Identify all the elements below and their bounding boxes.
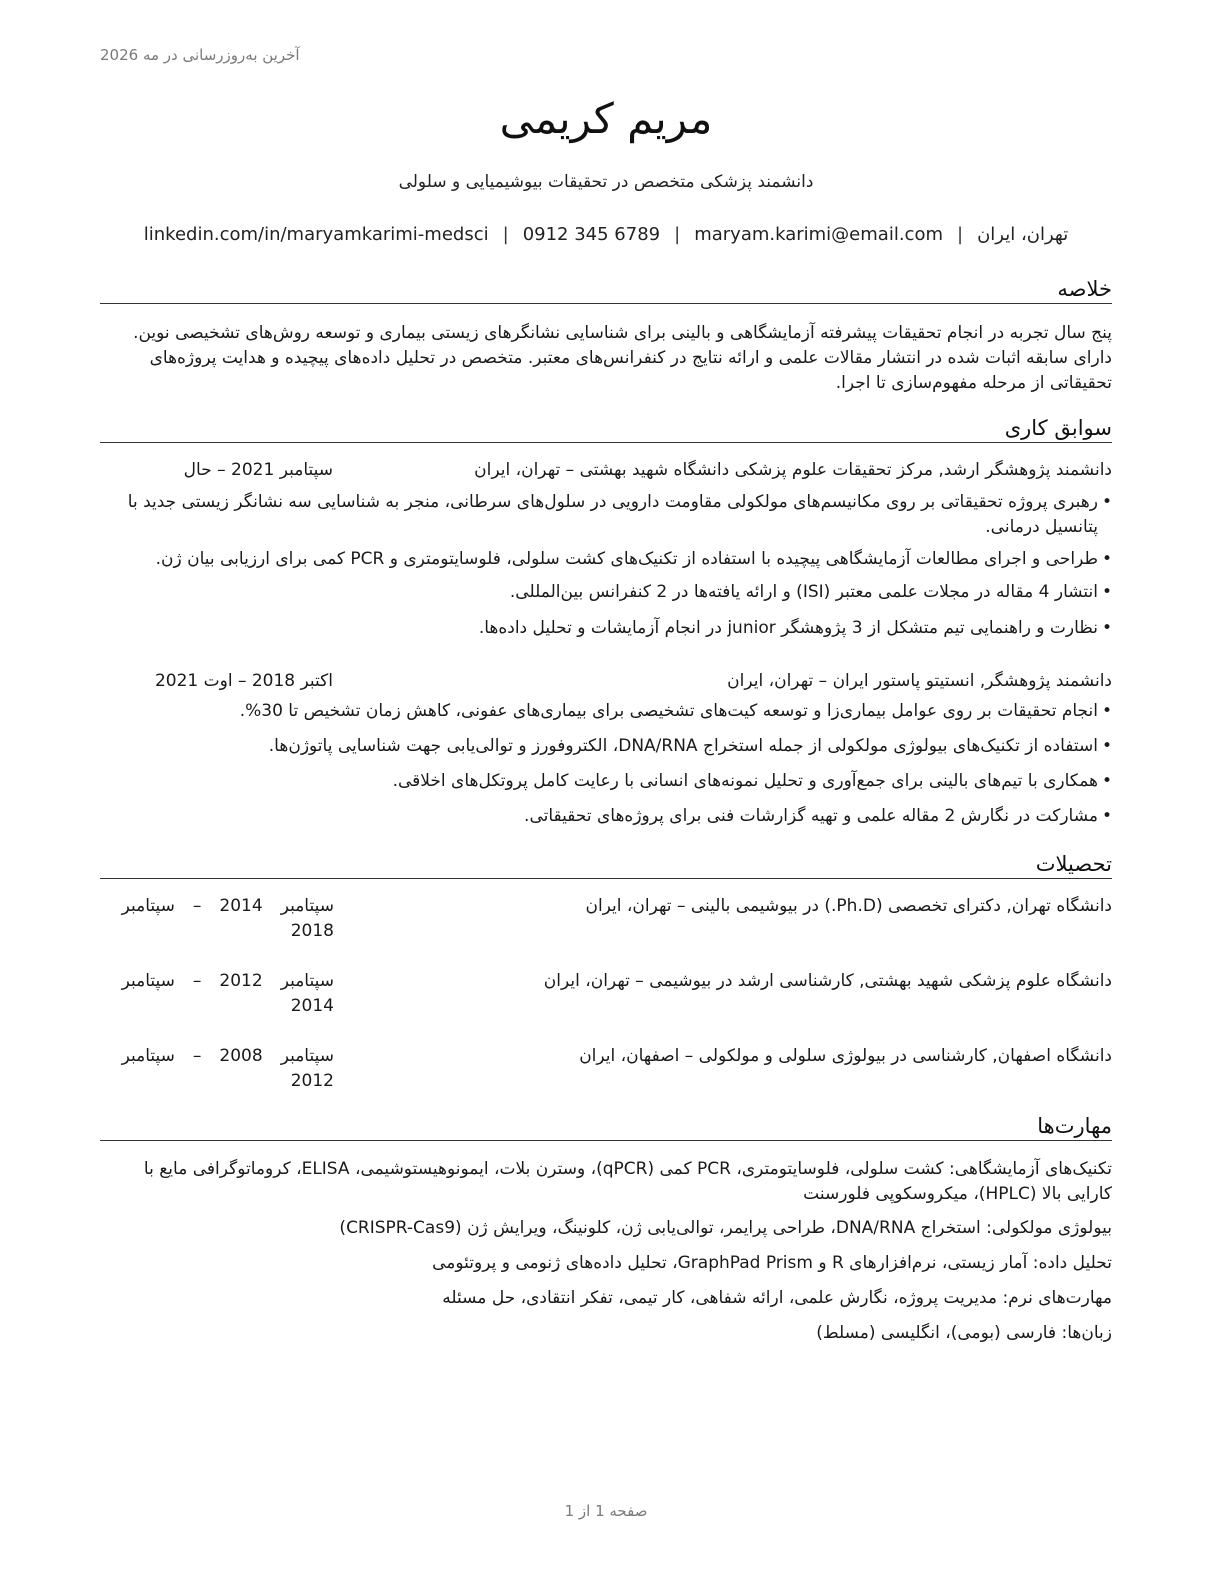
skill-line: تکنیک‌های آزمایشگاهی: کشت سلولی، فلوسایتومتری، PCR کمی (qPCR)، وسترن بلات، ایمونوهیستوشیمی، ELISA، کروماتوگرافی مایع با کارایی بالا (HPLC)، میکروسکوپی فلورسنت — [143, 1159, 1112, 1204]
resume-page — [100, 0, 1112, 1584]
contact-linkedin[interactable]: linkedin.com/in/maryamkarimi-medsci — [143, 224, 489, 245]
education-degree: دانشگاه اصفهان, کارشناسی در بیولوژی سلولی و مولکولی – اصفهان، ایران — [579, 1046, 1112, 1066]
education-heading: تحصیلات — [100, 851, 1112, 879]
job-dates: سپتامبر 2021 – حال — [183, 460, 333, 480]
job-header — [100, 668, 1112, 694]
contact-separator: | — [957, 224, 964, 245]
education-item — [100, 1044, 1112, 1104]
contact-line — [100, 224, 1112, 245]
last-updated-note: آخرین به‌روزرسانی در مه 2026 — [100, 46, 300, 64]
date-dash: – — [192, 971, 202, 991]
candidate-name: مریم کریمی — [499, 94, 713, 143]
start-year: 2014 — [219, 896, 263, 916]
job-bullet: • طراحی و اجرای مطالعات آزمایشگاهی پیچیده با استفاده از تکنیک‌های کشت سلولی، فلوسایتومتری و PCR کمی برای ارزیابی بیان ژن. — [100, 547, 1112, 572]
job-dates: اکتبر 2018 – اوت 2021 — [154, 671, 333, 691]
contact-location: تهران، ایران — [977, 224, 1069, 245]
education-degree: دانشگاه علوم پزشکی شهید بهشتی, کارشناسی ارشد در بیوشیمی – تهران، ایران — [543, 971, 1112, 991]
education-item — [100, 894, 1112, 954]
education-dates — [100, 969, 334, 1019]
contact-separator: | — [674, 224, 681, 245]
contact-phone: 0912 345 6789 — [522, 224, 661, 245]
education-dates — [100, 1044, 334, 1094]
job-title: دانشمند پژوهشگر, انستیتو پاستور ایران – تهران، ایران — [727, 671, 1112, 691]
end-year: 2012 — [290, 1071, 334, 1091]
skill-line: بیولوژی مولکولی: استخراج DNA/RNA، طراحی پرایمر، توالی‌یابی ژن، کلونینگ، ویرایش ژن (CRISPR-Cas9) — [339, 1218, 1112, 1238]
job-title: دانشمند پژوهشگر ارشد, مرکز تحقیقات علوم پزشکی دانشگاه شهید بهشتی – تهران، ایران — [474, 460, 1112, 480]
education-dates — [100, 894, 334, 944]
candidate-headline: دانشمند پزشکی متخصص در تحقیقات بیوشیمیایی و سلولی — [398, 172, 814, 192]
job-bullet: • نظارت و راهنمایی تیم متشکل از 3 پژوهشگر junior در انجام آزمایشات و تحلیل داده‌ها. — [100, 616, 1112, 641]
job-bullet: • استفاده از تکنیک‌های بیولوژی مولکولی از جمله استخراج DNA/RNA، الکتروفورز و توالی‌یابی جهت شناسایی پاتوژن‌ها. — [100, 734, 1112, 759]
start-month: سپتامبر — [280, 1046, 334, 1066]
page-number: صفحه 1 از 1 — [564, 1502, 648, 1520]
end-month: سپتامبر — [121, 971, 175, 991]
start-month: سپتامبر — [280, 971, 334, 991]
start-year: 2008 — [219, 1046, 263, 1066]
skills-heading: مهارت‌ها — [100, 1113, 1112, 1141]
date-dash: – — [192, 1046, 202, 1066]
job-header — [100, 457, 1112, 483]
education-degree: دانشگاه تهران, دکترای تخصصی (Ph.D.) در بیوشیمی بالینی – تهران، ایران — [585, 896, 1112, 916]
contact-separator: | — [502, 224, 509, 245]
job-bullet: • انتشار 4 مقاله در مجلات علمی معتبر (ISI) و ارائه یافته‌ها در 2 کنفرانس بین‌المللی. — [100, 580, 1112, 605]
job-bullet: • رهبری پروژه تحقیقاتی بر روی مکانیسم‌های مولکولی مقاومت دارویی در سلول‌های سرطانی، منجر به شناسایی سه نشانگر زیستی جدید با پتانسیل درمانی. — [100, 490, 1112, 540]
summary-text: پنج سال تجربه در انجام تحقیقات پیشرفته آزمایشگاهی و بالینی برای شناسایی نشانگرهای زیستی بیماری و توسعه روش‌های تشخیصی نوین. دارای سابقه اثبات شده در انتشار مقالات علمی و ارائه نتایج در کنفرانس‌های معتبر. متخصص در تحلیل داده‌های پیچیده و هدایت پروژه‌های تحقیقاتی از مرحله مفهوم‌سازی تا اجرا. — [133, 323, 1112, 393]
date-dash: – — [192, 896, 202, 916]
experience-heading: سوابق کاری — [100, 415, 1112, 443]
job-bullet: • مشارکت در نگارش 2 مقاله علمی و تهیه گزارشات فنی برای پروژه‌های تحقیقاتی. — [100, 804, 1112, 829]
start-month: سپتامبر — [280, 896, 334, 916]
job-bullet: • انجام تحقیقات بر روی عوامل بیماری‌زا و توسعه کیت‌های تشخیصی برای بیماری‌های عفونی، کاهش زمان تشخیص تا 30%. — [100, 699, 1112, 724]
start-year: 2012 — [219, 971, 263, 991]
end-year: 2018 — [290, 921, 334, 941]
education-item — [100, 969, 1112, 1029]
end-month: سپتامبر — [121, 896, 175, 916]
job-bullet: • همکاری با تیم‌های بالینی برای جمع‌آوری و تحلیل نمونه‌های انسانی با رعایت کامل پروتکل‌های اخلاقی. — [100, 769, 1112, 794]
skill-line: مهارت‌های نرم: مدیریت پروژه، نگارش علمی، ارائه شفاهی، کار تیمی، تفکر انتقادی، حل مسئله — [442, 1288, 1112, 1308]
end-month: سپتامبر — [121, 1046, 175, 1066]
summary-heading: خلاصه — [100, 276, 1112, 304]
end-year: 2014 — [290, 996, 334, 1016]
skill-line: تحلیل داده: آمار زیستی، نرم‌افزارهای R و GraphPad Prism، تحلیل داده‌های ژنومی و پروتئومی — [432, 1253, 1112, 1273]
skill-line: زبان‌ها: فارسی (بومی)، انگلیسی (مسلط) — [816, 1323, 1112, 1343]
contact-email[interactable]: maryam.karimi@email.com — [694, 224, 943, 245]
